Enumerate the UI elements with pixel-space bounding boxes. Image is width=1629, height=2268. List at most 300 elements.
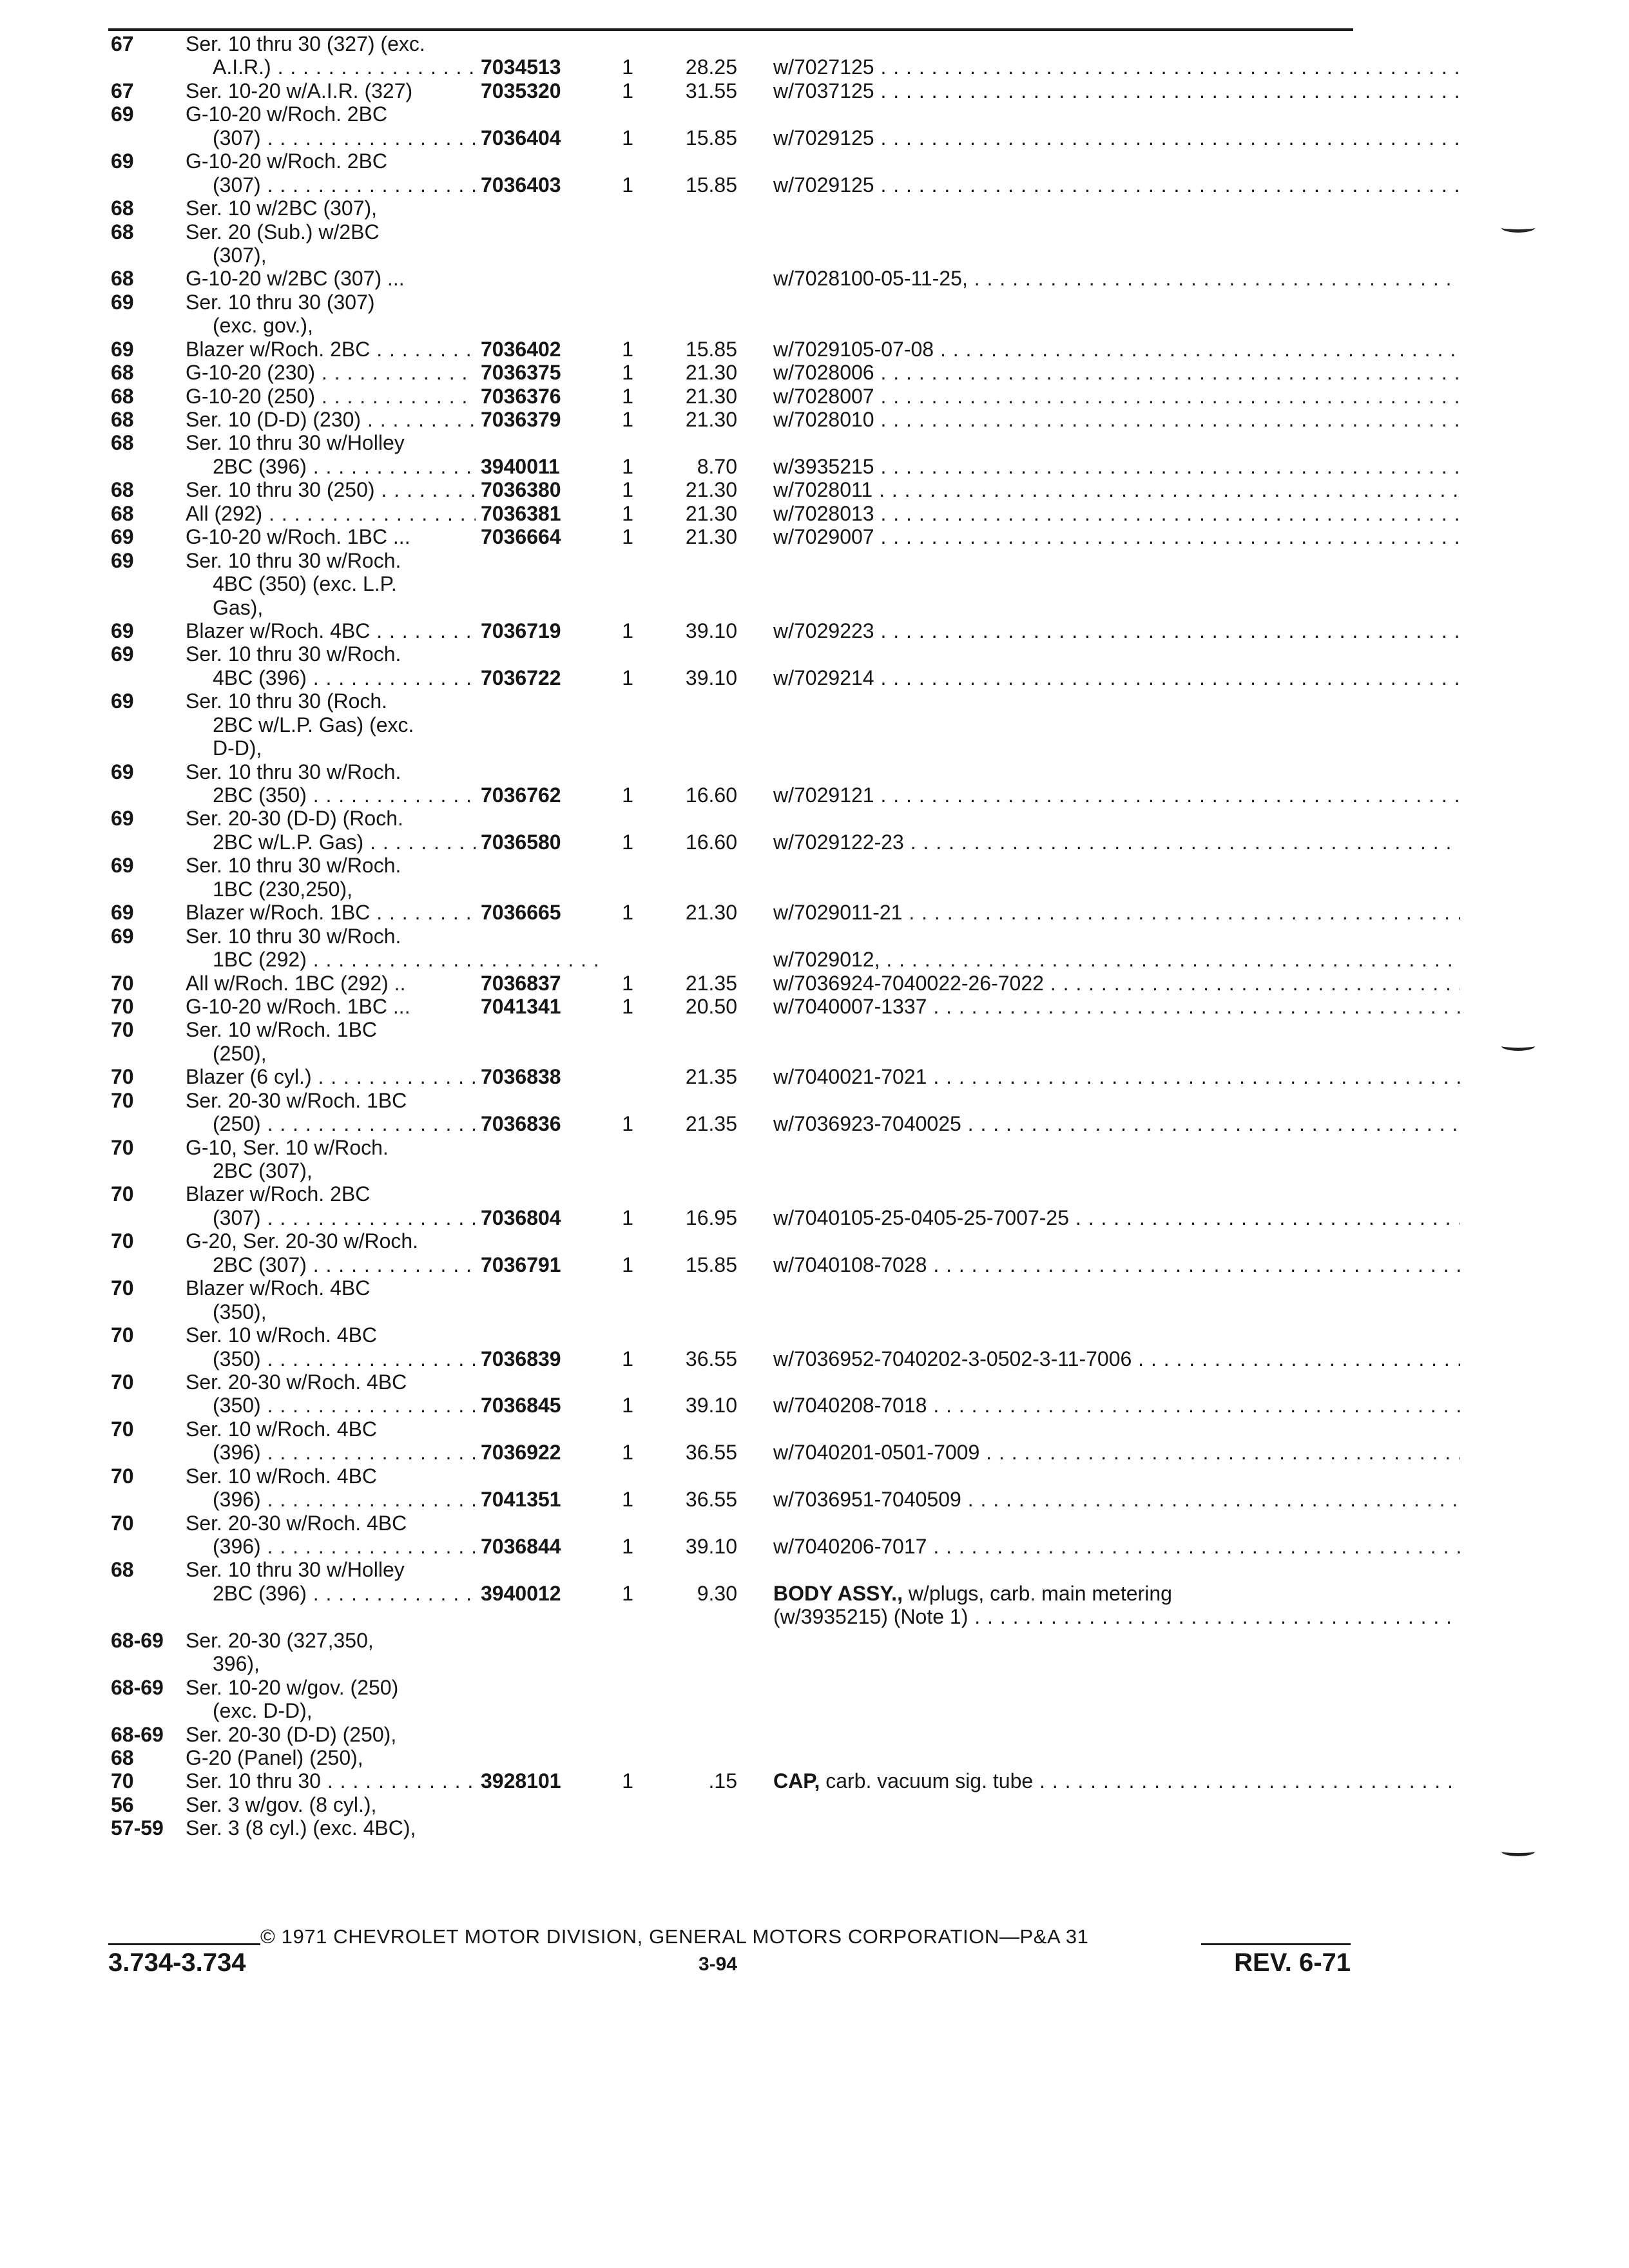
margin-tick	[1501, 223, 1535, 233]
model-year: 70	[111, 1370, 134, 1394]
model-year: 69	[111, 642, 134, 666]
list-price: 21.30	[685, 901, 737, 925]
table-row	[108, 502, 1358, 525]
remarks	[773, 1347, 1460, 1370]
application-description: Ser. 10 thru 30 (250) . . .	[186, 478, 572, 501]
part-number: 7041351	[476, 1488, 635, 1511]
remark-text: w/7036924-7040022-26-7022	[773, 971, 1044, 995]
application-description: (250) . . .	[213, 1112, 599, 1135]
quantity: 1	[622, 55, 633, 79]
table-row	[108, 1723, 1358, 1746]
remarks	[773, 455, 1460, 478]
remarks	[773, 666, 1460, 689]
model-year: 68	[111, 501, 134, 525]
part-number: 7036404	[476, 126, 635, 149]
application-description: (396) . . .	[213, 1488, 599, 1511]
table-row	[108, 1136, 1358, 1159]
quantity: 1	[622, 79, 633, 102]
model-year: 70	[111, 1417, 134, 1441]
table-row	[108, 1605, 1358, 1628]
remarks	[773, 972, 1460, 995]
model-year: 68	[111, 478, 134, 502]
table-row	[108, 1816, 1358, 1840]
model-year: 68-69	[111, 1628, 164, 1652]
application-description: Ser. 10 (D-D) (230) . . .	[186, 408, 572, 431]
model-year: 68	[111, 197, 134, 220]
table-row	[108, 1558, 1358, 1581]
part-number: 7036804	[476, 1206, 635, 1229]
part-number: 7035320	[476, 79, 635, 102]
table-row	[108, 79, 1358, 102]
table-row	[108, 455, 1358, 478]
part-number: 7034513	[476, 55, 635, 79]
model-year: 70	[111, 1018, 134, 1042]
page-number: 3-94	[699, 1954, 738, 1975]
remarks	[773, 502, 1460, 525]
quantity: 1	[622, 454, 633, 478]
remarks	[773, 948, 1460, 971]
remark-text: w/7028007	[773, 384, 874, 408]
part-number: 7036837	[476, 972, 635, 995]
remarks	[773, 1605, 1460, 1628]
application-description: Ser. 20 (Sub.) w/2BC	[186, 220, 380, 244]
application-description: (396) . . .	[213, 1441, 599, 1464]
remarks	[773, 478, 1460, 501]
application-description: Ser. 10 thru 30 w/Holley	[186, 1558, 405, 1582]
model-year: 69	[111, 807, 134, 831]
application-description: 1BC (230,250),	[213, 877, 353, 901]
table-row	[108, 1629, 1358, 1652]
quantity: 1	[622, 408, 633, 431]
remarks	[773, 173, 1460, 197]
application-description: Ser. 10 thru 30 w/Holley	[186, 431, 405, 455]
part-number: 7036719	[476, 619, 635, 642]
part-name: BODY ASSY.,	[773, 1581, 903, 1605]
table-row	[108, 713, 1358, 736]
table-row	[108, 642, 1358, 666]
application-description: 4BC (396) . . .	[213, 666, 599, 689]
table-row	[108, 995, 1358, 1018]
quantity: 1	[622, 1769, 633, 1793]
application-description: Ser. 20-30 w/Roch. 4BC	[186, 1370, 407, 1394]
table-row	[108, 1112, 1358, 1135]
list-price: 16.60	[685, 830, 737, 854]
quantity: 1	[622, 361, 633, 385]
table-row	[108, 149, 1358, 173]
table-row	[108, 55, 1358, 79]
remark-text: w/7036952-7040202-3-0502-3-11-7006	[773, 1347, 1132, 1370]
table-row	[108, 478, 1358, 501]
part-number: 7036664	[476, 525, 635, 548]
model-year: 70	[111, 1088, 134, 1112]
remark-text: w/7028010	[773, 408, 874, 431]
application-description: Ser. 20-30 (D-D) (250),	[186, 1722, 397, 1746]
application-description: (307) . . .	[213, 126, 599, 149]
application-description: Ser. 10 w/2BC (307),	[186, 197, 378, 220]
part-number: 7036375	[476, 361, 635, 384]
application-description: G-10-20 w/2BC (307) ...	[186, 267, 405, 291]
table-row	[108, 1699, 1358, 1722]
application-description: Blazer w/Roch. 4BC	[186, 1276, 371, 1300]
remark-text: w/7037125	[773, 79, 874, 102]
model-year: 70	[111, 1276, 134, 1300]
table-row	[108, 1229, 1358, 1253]
table-row	[108, 1018, 1358, 1041]
application-description: Ser. 3 w/gov. (8 cyl.),	[186, 1792, 377, 1816]
remarks	[773, 525, 1460, 548]
remark-text: w/7040007-1337	[773, 994, 927, 1018]
table-row	[108, 1512, 1358, 1535]
application-description: G-10-20 w/Roch. 2BC	[186, 102, 388, 126]
application-description: Ser. 10-20 w/gov. (250)	[186, 1675, 399, 1699]
table-row	[108, 431, 1358, 454]
remarks	[773, 1488, 1460, 1511]
quantity: 1	[622, 1488, 633, 1512]
remark-text: w/7029223	[773, 619, 874, 642]
remarks	[773, 1394, 1460, 1417]
remarks	[773, 361, 1460, 384]
part-number: 7036403	[476, 173, 635, 197]
application-description: (307) . . .	[213, 1206, 599, 1229]
application-description: (350) . . .	[213, 1347, 599, 1370]
list-price: .15	[708, 1769, 737, 1793]
table-row	[108, 1535, 1358, 1558]
application-description: Blazer w/Roch. 2BC . . .	[186, 338, 572, 361]
model-year: 70	[111, 971, 134, 995]
quantity: 1	[622, 994, 633, 1018]
application-description: Blazer w/Roch. 1BC . . .	[186, 901, 572, 924]
table-row	[108, 1582, 1358, 1605]
model-year: 68	[111, 384, 134, 408]
table-row	[108, 619, 1358, 642]
model-year: 68	[111, 1745, 134, 1769]
list-price: 36.55	[685, 1441, 737, 1465]
table-row	[108, 1488, 1358, 1511]
part-number: 7036402	[476, 338, 635, 361]
list-price: 39.10	[685, 1535, 737, 1558]
application-description: Ser. 20-30 w/Roch. 1BC	[186, 1088, 407, 1112]
model-year: 70	[111, 1135, 134, 1159]
part-number: 7036839	[476, 1347, 635, 1370]
application-description: Blazer w/Roch. 4BC . . .	[186, 619, 572, 642]
part-number: 7036722	[476, 666, 635, 689]
remarks	[773, 995, 1460, 1018]
remark-text: w/7040105-25-0405-25-7007-25	[773, 1206, 1070, 1229]
application-description: G-10-20 w/Roch. 1BC ...	[186, 994, 410, 1018]
list-price: 39.10	[685, 1394, 737, 1418]
model-year: 68	[111, 361, 134, 385]
table-row	[108, 220, 1358, 244]
application-description: All (292) . . .	[186, 502, 572, 525]
list-price: 21.30	[685, 501, 737, 525]
table-row	[108, 689, 1358, 713]
part-number: 7041341	[476, 995, 635, 1018]
list-price: 9.30	[697, 1581, 737, 1605]
remark-text: w/7029214	[773, 666, 874, 689]
model-year: 69	[111, 525, 134, 549]
model-year: 70	[111, 1464, 134, 1488]
remarks	[773, 1582, 1460, 1605]
part-number: 7036838	[476, 1065, 635, 1088]
table-row	[108, 32, 1358, 55]
model-year: 68	[111, 220, 134, 244]
application-description: Ser. 20-30 w/Roch. 4BC	[186, 1511, 407, 1535]
model-year: 70	[111, 1511, 134, 1535]
application-description: Ser. 10 thru 30 w/Roch.	[186, 924, 401, 948]
application-description: 2BC (307) . . .	[213, 1253, 599, 1276]
remark-text: w/7029012,	[773, 948, 880, 972]
application-description: Ser. 20-30 (327,350,	[186, 1628, 374, 1652]
list-price: 16.60	[685, 783, 737, 807]
remark-text: w/7029105-07-08	[773, 337, 934, 361]
application-description: Ser. 10 w/Roch. 4BC	[186, 1464, 378, 1488]
model-year: 69	[111, 337, 134, 361]
table-row	[108, 385, 1358, 408]
margin-tick	[1501, 1847, 1535, 1856]
remark-text: w/7036951-7040509	[773, 1488, 961, 1512]
application-description: G-10-20 (230) . . .	[186, 361, 572, 384]
model-year: 68	[111, 408, 134, 431]
application-description: Ser. 10 w/Roch. 4BC	[186, 1417, 378, 1441]
quantity: 1	[622, 901, 633, 925]
list-price: 28.25	[685, 55, 737, 79]
remarks	[773, 1441, 1460, 1464]
application-description: Ser. 10 thru 30 w/Roch.	[186, 760, 401, 783]
table-row	[108, 1418, 1358, 1441]
list-price: 15.85	[685, 126, 737, 149]
application-description: Gas),	[213, 595, 264, 619]
application-description: (307),	[213, 243, 267, 267]
application-description: (307) . . .	[213, 173, 599, 197]
application-description: Ser. 10 thru 30 w/Roch.	[186, 642, 401, 666]
model-year: 70	[111, 1769, 134, 1793]
model-year: 70	[111, 1182, 134, 1206]
quantity: 1	[622, 1581, 633, 1605]
remarks	[773, 338, 1460, 361]
list-price: 15.85	[685, 173, 737, 197]
list-price: 16.95	[685, 1206, 737, 1229]
table-row	[108, 1206, 1358, 1229]
list-price: 21.30	[685, 384, 737, 408]
remarks	[773, 385, 1460, 408]
model-year: 69	[111, 854, 134, 878]
table-row	[108, 572, 1358, 595]
remark-text: carb. vacuum sig. tube	[820, 1769, 1034, 1793]
model-year: 68	[111, 431, 134, 455]
application-description: Ser. 10 thru 30 w/Roch.	[186, 854, 401, 878]
remark-text: w/7040206-7017	[773, 1535, 927, 1558]
part-number: 7036376	[476, 385, 635, 408]
list-price: 39.10	[685, 666, 737, 689]
table-row	[108, 1746, 1358, 1769]
part-number: 7036380	[476, 478, 635, 501]
application-description: Ser. 10 w/Roch. 4BC	[186, 1323, 378, 1347]
quantity: 1	[622, 525, 633, 549]
application-description: All w/Roch. 1BC (292) ..	[186, 971, 406, 995]
parts-table	[108, 32, 1358, 1840]
model-year: 68	[111, 1558, 134, 1582]
quantity: 1	[622, 1206, 633, 1229]
footer-rule	[1201, 1943, 1351, 1945]
quantity: 1	[622, 126, 633, 149]
part-number: 7036762	[476, 783, 635, 807]
part-number: 7036844	[476, 1535, 635, 1558]
table-row	[108, 244, 1358, 267]
table-row	[108, 948, 1358, 971]
part-number: 7036791	[476, 1253, 635, 1276]
table-row	[108, 1276, 1358, 1300]
list-price: 21.35	[685, 1065, 737, 1089]
list-price: 21.30	[685, 361, 737, 385]
table-row	[108, 1394, 1358, 1417]
remarks	[773, 1065, 1460, 1088]
footer-rule	[108, 1943, 260, 1945]
table-row	[108, 1676, 1358, 1699]
application-description: (350),	[213, 1300, 267, 1323]
remark-text: w/7028006	[773, 361, 874, 385]
table-row	[108, 972, 1358, 995]
model-year: 70	[111, 994, 134, 1018]
remark-text: w/7040208-7018	[773, 1394, 927, 1418]
list-price: 36.55	[685, 1347, 737, 1370]
quantity: 1	[622, 384, 633, 408]
model-year: 68-69	[111, 1722, 164, 1746]
section-number: 3.734-3.734	[108, 1948, 246, 1977]
quantity: 1	[622, 971, 633, 995]
part-number: 3940012	[476, 1582, 635, 1605]
table-row	[108, 1441, 1358, 1464]
table-row	[108, 361, 1358, 384]
remarks	[773, 55, 1460, 79]
quantity: 1	[622, 337, 633, 361]
application-description: Ser. 10 thru 30 . . .	[186, 1769, 572, 1792]
remarks	[773, 783, 1460, 807]
table-row	[108, 783, 1358, 807]
list-price: 21.35	[685, 1112, 737, 1136]
remark-text: w/7029125	[773, 173, 874, 197]
model-year: 68-69	[111, 1675, 164, 1699]
remarks	[773, 126, 1460, 149]
remarks	[773, 1535, 1460, 1558]
model-year: 69	[111, 548, 134, 572]
table-row	[108, 901, 1358, 924]
table-row	[108, 666, 1358, 689]
table-row	[108, 314, 1358, 337]
part-number: 7036580	[476, 831, 635, 854]
part-number: 7036379	[476, 408, 635, 431]
list-price: 21.35	[685, 971, 737, 995]
table-row	[108, 338, 1358, 361]
table-row	[108, 878, 1358, 901]
application-description: 2BC (396) . . .	[213, 455, 599, 478]
part-number: 7036381	[476, 502, 635, 525]
part-number: 7036845	[476, 1394, 635, 1417]
remark-text: w/7040021-7021	[773, 1065, 927, 1089]
model-year: 70	[111, 1229, 134, 1253]
model-year: 70	[111, 1323, 134, 1347]
remarks	[773, 1112, 1460, 1135]
application-description: Ser. 10 thru 30 (307)	[186, 290, 375, 314]
table-row	[108, 267, 1358, 290]
table-row	[108, 736, 1358, 760]
application-description: Ser. 10 thru 30 (327) (exc.	[186, 32, 425, 55]
part-number: 3940011	[476, 455, 635, 478]
quantity: 1	[622, 1441, 633, 1465]
model-year: 56	[111, 1792, 134, 1816]
remarks	[773, 408, 1460, 431]
application-description: (396) . . .	[213, 1535, 599, 1558]
remarks	[773, 1769, 1460, 1792]
table-row	[108, 1465, 1358, 1488]
list-price: 36.55	[685, 1488, 737, 1512]
part-number: 7036922	[476, 1441, 635, 1464]
remark-text: w/7029125	[773, 126, 874, 149]
remark-text: w/7027125	[773, 55, 874, 79]
table-row	[108, 126, 1358, 149]
quantity: 1	[622, 619, 633, 642]
application-description: Ser. 3 (8 cyl.) (exc. 4BC),	[186, 1816, 416, 1840]
table-row	[108, 1253, 1358, 1276]
quantity: 1	[622, 173, 633, 197]
quantity: 1	[622, 1253, 633, 1276]
application-description: 2BC (307),	[213, 1159, 313, 1182]
top-rule	[108, 28, 1353, 31]
remarks	[773, 267, 1460, 290]
application-description: 2BC (350) . . .	[213, 783, 599, 807]
list-price: 21.30	[685, 478, 737, 502]
model-year: 70	[111, 1065, 134, 1089]
application-description: Ser. 10 thru 30 w/Roch.	[186, 548, 401, 572]
remark-text: w/plugs, carb. main metering	[902, 1581, 1172, 1605]
remark-text: w/7029011-21	[773, 901, 903, 925]
application-description: G-10, Ser. 10 w/Roch.	[186, 1135, 389, 1159]
application-description: (250),	[213, 1041, 267, 1065]
table-row	[108, 854, 1358, 877]
application-description: G-10-20 w/Roch. 2BC	[186, 149, 388, 173]
model-year: 69	[111, 901, 134, 925]
table-row	[108, 1323, 1358, 1347]
remark-text: (w/3935215) (Note 1)	[773, 1605, 969, 1629]
remark-text: w/7028100-05-11-25,	[773, 267, 968, 291]
part-number: 7036836	[476, 1112, 635, 1135]
list-price: 21.30	[685, 408, 737, 431]
application-description: (exc. D-D),	[213, 1699, 313, 1723]
table-row	[108, 1370, 1358, 1394]
table-row	[108, 549, 1358, 572]
model-year: 69	[111, 102, 134, 126]
application-description: G-20, Ser. 20-30 w/Roch.	[186, 1229, 419, 1253]
application-description: Blazer w/Roch. 2BC	[186, 1182, 371, 1206]
remarks	[773, 79, 1460, 102]
quantity: 1	[622, 501, 633, 525]
application-description: A.I.R.) . . .	[213, 55, 599, 79]
model-year: 69	[111, 290, 134, 314]
table-row	[108, 760, 1358, 783]
table-row	[108, 807, 1358, 830]
remark-text: w/7029007	[773, 525, 874, 549]
model-year: 69	[111, 689, 134, 713]
part-name: CAP,	[773, 1769, 820, 1793]
table-row	[108, 1182, 1358, 1206]
table-row	[108, 1769, 1358, 1792]
table-row	[108, 596, 1358, 619]
remark-text: w/7040201-0501-7009	[773, 1441, 980, 1465]
application-description: (exc. gov.),	[213, 314, 313, 338]
model-year: 69	[111, 760, 134, 783]
remark-text: w/7029122-23	[773, 830, 904, 854]
remark-text: w/7036923-7040025	[773, 1112, 961, 1136]
table-row	[108, 102, 1358, 126]
